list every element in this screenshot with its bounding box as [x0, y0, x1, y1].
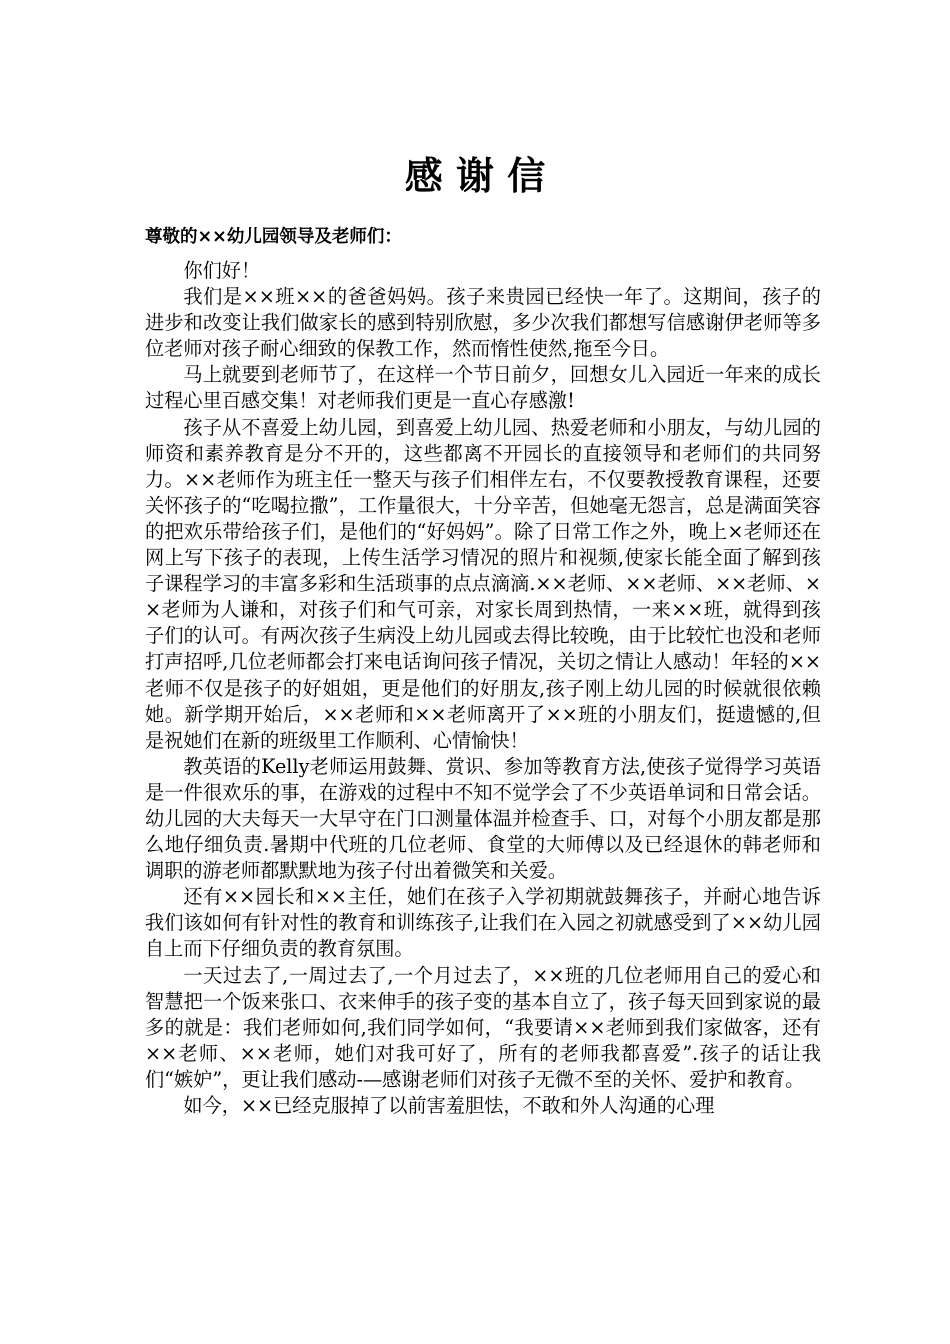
paragraph-teachers-day: 马上就要到老师节了，在这样一个节日前夕，回想女儿入园近一年来的成长过程心里百感交集！对老师我们更是一直心存感激! [145, 363, 821, 413]
paragraph-greeting: 你们好！ [183, 259, 261, 282]
paragraph-english-teacher: 教英语的Kelly老师运用鼓舞、赏识、参加等教育方法,使孩子觉得学习英语是一件很欢乐的事，在游戏的过程中不知不觉学会了不少英语单词和日常会话。幼儿园的大夫每天一大早守在门口测量体温并检查手、口，对每个小朋友都是那么地仔细负责.暑期中代班的几位老师、食堂的大师傅以及已经退休的韩老师和调职的游老师都默默地为孩子付出着微笑和关爱。 [145, 754, 821, 883]
paragraph-growth: 一天过去了,一周过去了,一个月过去了，××班的几位老师用自己的爱心和智慧把一个饭来张口、衣来伸手的孩子变的基本自立了，孩子每天回到家说的最多的就是：我们老师如何,我们同学如何，“我要请××老师到我们家做客，还有××老师、××老师，她们对我可好了，所有的老师我都喜爱”.孩子的话让我们“嫉妒”，更让我们感动-—感谢老师们对孩子无微不至的关怀、爱护和教育。 [145, 963, 821, 1091]
paragraph-principal: 还有××园长和××主任，她们在孩子入学初期就鼓舞孩子，并耐心地告诉我们该如何有针对性的教育和训练孩子,让我们在入园之初就感受到了××幼儿园自上而下仔细负责的教育氛围。 [145, 885, 821, 961]
letter-body [145, 258, 821, 1119]
salutation: 尊敬的××幼儿园领导及老师们： [145, 227, 402, 247]
paragraph-introduction: 我们是××班××的爸爸妈妈。孩子来贵园已经快一年了。这期间，孩子的进步和改变让我们做家长的感到特别欣慰，多少次我们都想写信感谢伊老师等多位老师对孩子耐心细致的保教工作，然而惰性使然,拖至今日。 [145, 285, 821, 361]
paragraph-now: 如今，××已经克服掉了以前害羞胆怯，不敢和外人沟通的心理 [183, 1094, 715, 1117]
document-title: 感 谢 信 [404, 154, 546, 198]
paragraph-teachers-care: 孩子从不喜爱上幼儿园，到喜爱上幼儿园、热爱老师和小朋友，与幼儿园的师资和素养教育是分不开的，这些都离不开园长的直接领导和老师们的共同努力。××老师作为班主任一整天与孩子们相伴左右，不仅要教授教育课程，还要关怀孩子的“吃喝拉撒”，工作量很大，十分辛苦，但她毫无怨言，总是满面笑容的把欢乐带给孩子们，是他们的“好妈妈”。除了日常工作之外，晚上×老师还在网上写下孩子的表现，上传生活学习情况的照片和视频,使家长能全面了解到孩子课程学习的丰富多彩和生活琐事的点点滴滴.××老师、××老师、××老师、××老师为人谦和，对孩子们和气可亲，对家长周到热情，一来××班，就得到孩子们的认可。有两次孩子生病没上幼儿园或去得比较晚，由于比较忙也没和老师打声招呼,几位老师都会打来电话询问孩子情况，关切之情让人感动！年轻的××老师不仅是孩子的好姐姐，更是他们的好朋友,孩子刚上幼儿园的时候就很依赖她。新学期开始后，××老师和××老师离开了××班的小朋友们，挺遗憾的,但是祝她们在新的班级里工作顺利、心情愉快！ [145, 415, 821, 752]
